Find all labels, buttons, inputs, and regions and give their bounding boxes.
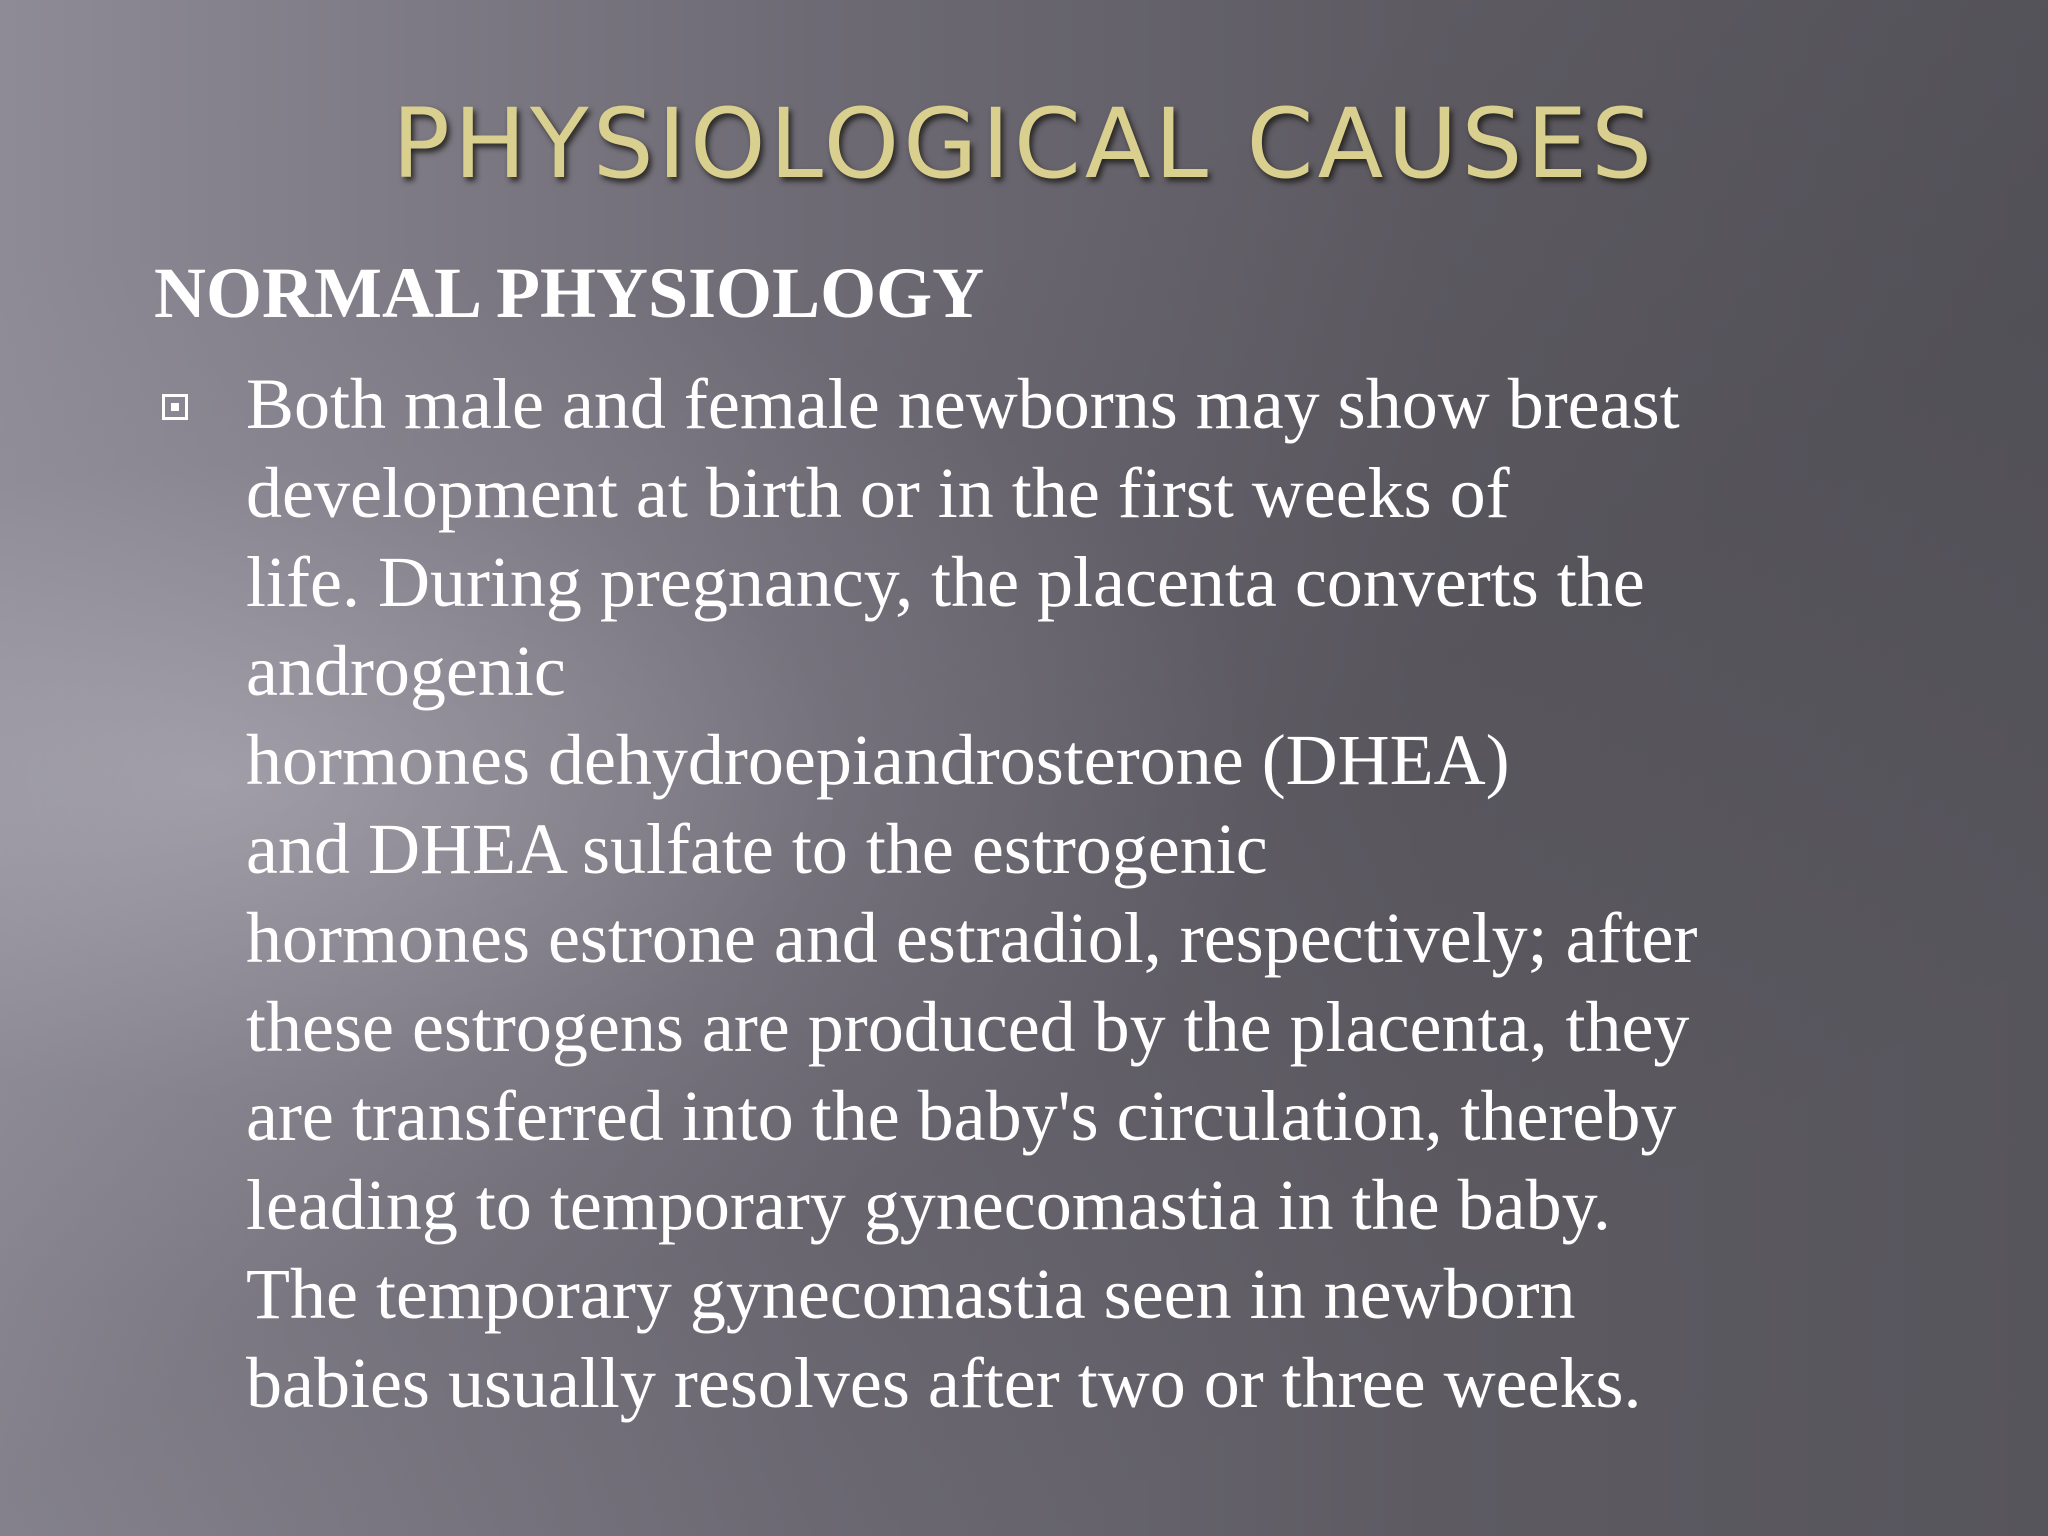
paragraph-line: hormones estrone and estradiol, respectively; after: [246, 898, 1698, 978]
bullet-paragraph: [246, 360, 2006, 1428]
paragraph-line: Both male and female newborns may show breast: [246, 364, 1680, 444]
section-heading: NORMAL PHYSIOLOGY: [154, 253, 985, 333]
square-bullet-icon: [162, 394, 188, 420]
paragraph-line: hormones dehydroepiandrosterone (DHEA): [246, 720, 1510, 800]
paragraph-line: are transferred into the baby's circulation, thereby: [246, 1076, 1677, 1156]
paragraph-line: these estrogens are produced by the placenta, they: [246, 987, 1690, 1067]
paragraph-line: babies usually resolves after two or three weeks.: [246, 1343, 1642, 1423]
paragraph-line: leading to temporary gynecomastia in the baby.: [246, 1165, 1611, 1245]
paragraph-line: The temporary gynecomastia seen in newborn: [246, 1254, 1576, 1334]
paragraph-line: and DHEA sulfate to the estrogenic: [246, 809, 1268, 889]
slide-title: PHYSIOLOGICAL CAUSES: [391, 88, 1657, 200]
paragraph-line: life. During pregnancy, the placenta converts the: [246, 542, 1645, 622]
paragraph-line: development at birth or in the first weeks of: [246, 453, 1510, 533]
paragraph-line: androgenic: [246, 631, 566, 711]
